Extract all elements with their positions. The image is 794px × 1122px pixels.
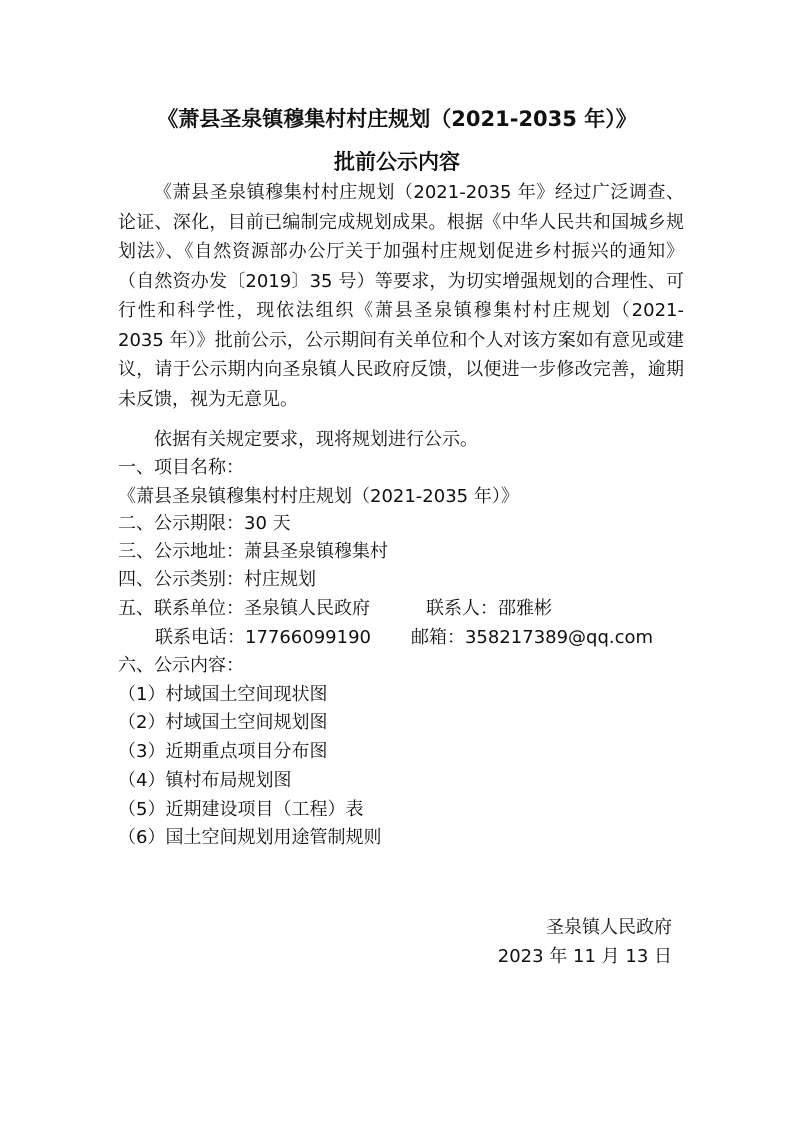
- content-item: （5）近期建设项目（工程）表: [118, 799, 364, 820]
- notice-paragraph: 依据有关规定要求，现将规划进行公示。: [154, 429, 478, 450]
- content-item: （3）近期重点项目分布图: [118, 741, 328, 762]
- publicity-period: 二、公示期限：30 天: [118, 513, 291, 534]
- document-subtitle: 批前公示内容: [334, 150, 460, 174]
- contact-person: 联系人：邵雅彬: [426, 598, 552, 619]
- content-item: （6）国土空间规划用途管制规则: [118, 827, 382, 848]
- project-name-value: 《萧县圣泉镇穆集村村庄规划（2021-2035 年）》: [118, 486, 519, 507]
- publicity-category: 四、公示类别：村庄规划: [118, 569, 316, 590]
- signature-issuer: 圣泉镇人民政府: [546, 917, 672, 938]
- publicity-content-label: 六、公示内容：: [118, 655, 244, 676]
- contact-phone: 联系电话：17766099190: [155, 627, 371, 648]
- project-name-label: 一、项目名称：: [118, 457, 244, 478]
- contact-email: 邮箱：358217389@qq.com: [410, 627, 654, 648]
- publicity-address: 三、公示地址：萧县圣泉镇穆集村: [118, 541, 388, 562]
- contact-unit-row: [118, 594, 552, 623]
- signature-date: 2023 年 11 月 13 日: [497, 946, 672, 967]
- intro-paragraph: 《萧县圣泉镇穆集村村庄规划（2021-2035 年》经过广泛调查、论证、深化，目前已编制完成规划成果。根据《中华人民共和国城乡规划法》、《自然资源部办公厅关于加强村庄规划促进乡村振兴的通知》（自然资办发〔2019〕35 号）等要求，为切实增强规划的合理性、可行性和科学性，现依法组织《萧县圣泉镇穆集村村庄规划（2021-2035 年）》批前公示，公示期间有关单位和个人对该方案如有意见或建议，请于公示期内向圣泉镇人民政府反馈，以便进一步修改完善，逾期未反馈，视为无意见。: [118, 182, 684, 410]
- document-title: 《萧县圣泉镇穆集村村庄规划（2021-2035 年）》: [157, 107, 637, 131]
- contact-details-row: [155, 623, 653, 652]
- content-item: （2）村域国土空间规划图: [118, 712, 328, 733]
- content-item: （4）镇村布局规划图: [118, 770, 292, 791]
- contact-unit: 五、联系单位：圣泉镇人民政府: [118, 598, 370, 619]
- content-item: （1）村域国土空间现状图: [118, 684, 328, 705]
